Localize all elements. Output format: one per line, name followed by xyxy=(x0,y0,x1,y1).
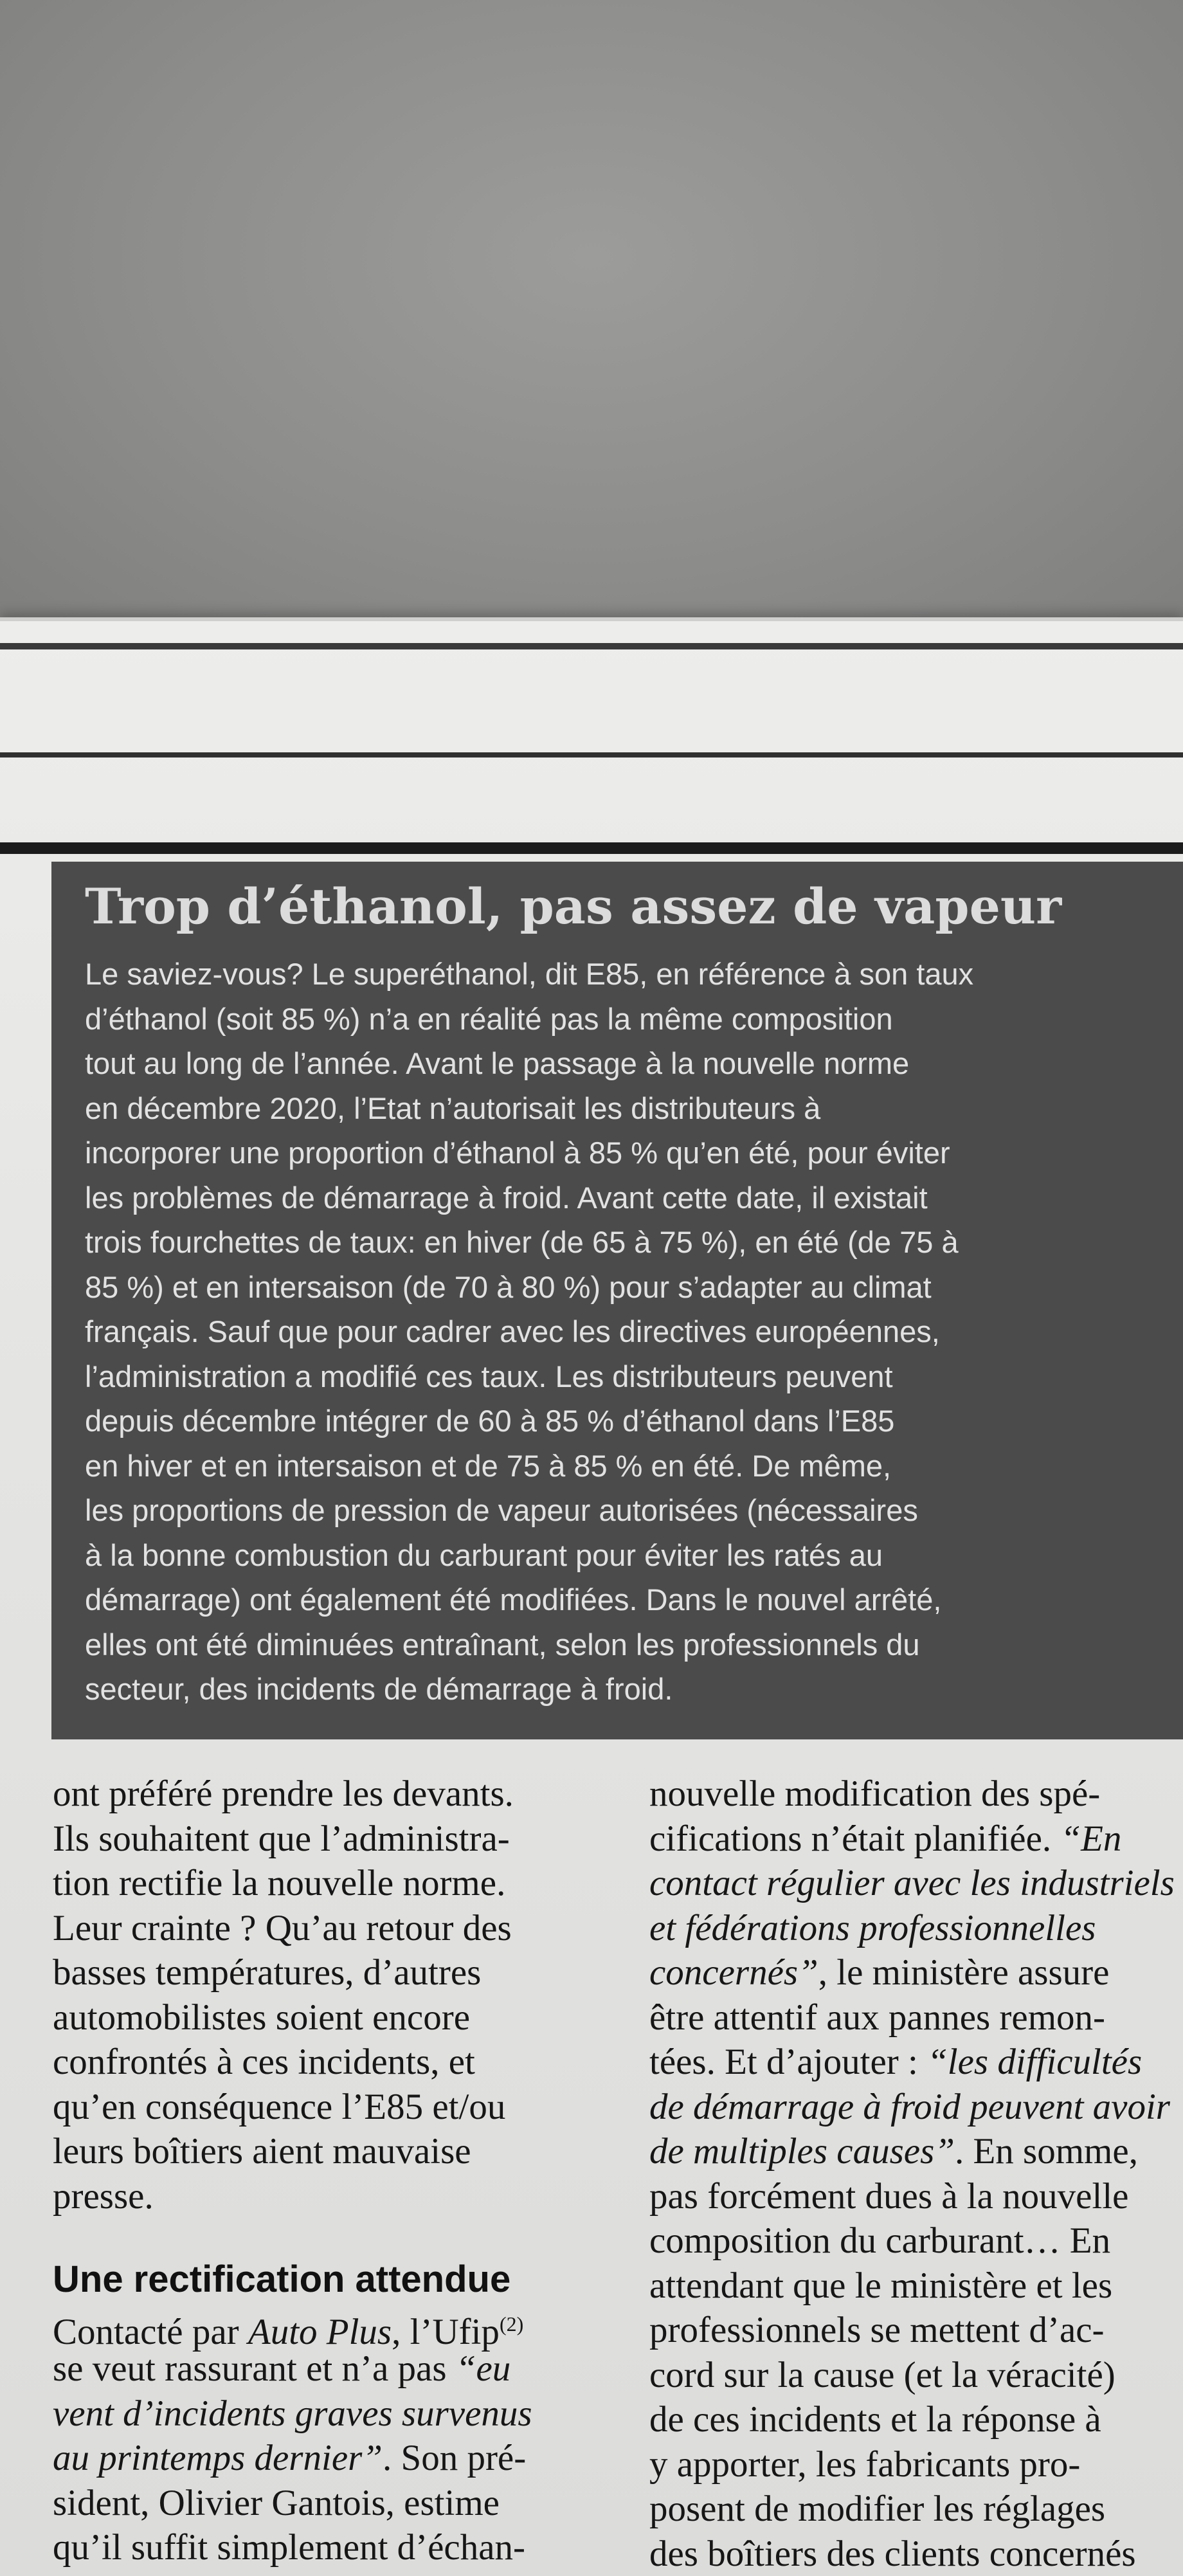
article-line: être attentif aux pannes remon- xyxy=(649,1995,1183,2040)
article-line: posent de modifier les réglages xyxy=(649,2487,1183,2532)
body-line: en décembre 2020, l’Etat n’autorisait les distributeurs à xyxy=(85,1086,1178,1131)
magazine-name: Auto Plus xyxy=(248,2312,392,2352)
body-line: tout au long de l’année. Avant le passage à la nouvelle norme xyxy=(85,1041,1178,1086)
body-line: les proportions de pression de vapeur autorisées (nécessaires xyxy=(85,1488,1178,1533)
text-run: , l’Ufip xyxy=(392,2312,500,2352)
article-line: de démarrage à froid peuvent avoir xyxy=(649,2085,1183,2130)
article-line: cord sur la cause (et la véracité) xyxy=(649,2353,1183,2398)
article-line xyxy=(53,2346,619,2391)
article-line: contact régulier avec les industriels xyxy=(649,1861,1183,1906)
article-line: de ces incidents et la réponse à xyxy=(649,2397,1183,2442)
article-line xyxy=(649,1817,1183,1862)
article-column-right xyxy=(649,1772,1183,2576)
body-line: elles ont été diminuées entraînant, selon les professionnels du xyxy=(85,1622,1178,1667)
article-line: y apporter, les fabricants pro- xyxy=(649,2442,1183,2487)
text-run: cifications n’était planifiée. xyxy=(649,1819,1060,1859)
body-line: français. Sauf que pour cadrer avec les directives européennes, xyxy=(85,1309,1178,1354)
article-line: ont préféré prendre les devants. xyxy=(53,1772,619,1817)
text-run: tées. Et d’ajouter : xyxy=(649,2042,927,2082)
page-rule xyxy=(0,752,1183,757)
body-line: secteur, des incidents de démarrage à froid. xyxy=(85,1667,1178,1712)
sidebar-title: Trop d’éthanol, pas assez de vapeur xyxy=(85,875,1178,939)
article-line: composition du carburant… En xyxy=(649,2218,1183,2263)
sidebar-body xyxy=(85,952,1178,1712)
article-line: nouvelle modification des spé- xyxy=(649,1772,1183,1817)
article-line: sident, Olivier Gantois, estime xyxy=(53,2481,619,2526)
body-line: à la bonne combustion du carburant pour éviter les ratés au xyxy=(85,1533,1178,1578)
article-line xyxy=(53,2436,619,2481)
body-line: Le saviez-vous? Le superéthanol, dit E85, en référence à son taux xyxy=(85,952,1178,997)
article-line: basses températures, d’autres xyxy=(53,1950,619,1995)
quote-run: concernés” xyxy=(649,1952,818,1993)
text-run: Contacté par xyxy=(53,2312,248,2352)
article-line xyxy=(649,2040,1183,2085)
article-line: tion rectifie la nouvelle norme. xyxy=(53,1861,619,1906)
quote-run: de multiples causes” xyxy=(649,2131,955,2172)
body-line: les problèmes de démarrage à froid. Avant cette date, il existait xyxy=(85,1175,1178,1220)
article-line xyxy=(649,2129,1183,2174)
article-line: pas forcément dues à la nouvelle xyxy=(649,2174,1183,2219)
article-line: et fédérations professionnelles xyxy=(649,1906,1183,1951)
background-surface xyxy=(0,0,1183,643)
paragraph-gap xyxy=(53,2218,619,2257)
body-line: depuis décembre intégrer de 60 à 85 % d’éthanol dans l’E85 xyxy=(85,1399,1178,1444)
text-run: , le ministère assure xyxy=(818,1952,1110,1993)
body-line: trois fourchettes de taux: en hiver (de 65 à 75 %), en été (de 75 à xyxy=(85,1220,1178,1265)
text-run: se veut rassurant et n’a pas xyxy=(53,2348,456,2389)
body-line: d’éthanol (soit 85 %) n’a en réalité pas la même composition xyxy=(85,997,1178,1042)
text-run: . Son pré- xyxy=(383,2438,526,2478)
article-line: qu’il suffit simplement d’échan- xyxy=(53,2525,619,2570)
article-line xyxy=(649,1950,1183,1995)
article-line: presse. xyxy=(53,2174,619,2219)
text-run: . En somme, xyxy=(955,2131,1138,2172)
body-line: en hiver et en intersaison et de 75 à 85 % en été. De même, xyxy=(85,1444,1178,1489)
article-column-left xyxy=(53,1772,619,2570)
article-line: des boîtiers des clients concernés xyxy=(649,2532,1183,2576)
article-line: professionnels se mettent d’ac- xyxy=(649,2308,1183,2353)
article-line: attendant que le ministère et les xyxy=(649,2263,1183,2308)
article-line: Ils souhaitent que l’administra- xyxy=(53,1817,619,1862)
article-line: vent d’incidents graves survenus xyxy=(53,2391,619,2436)
body-line: l’administration a modifié ces taux. Les distributeurs peuvent xyxy=(85,1354,1178,1399)
body-line: 85 %) et en intersaison (de 70 à 80 %) pour s’adapter au climat xyxy=(85,1265,1178,1310)
quote-run: au printemps dernier” xyxy=(53,2438,383,2478)
section-subheading: Une rectification attendue xyxy=(53,2257,619,2302)
article-line: automobilistes soient encore xyxy=(53,1995,619,2040)
page-rule xyxy=(0,842,1183,854)
body-line: incorporer une proportion d’éthanol à 85 % qu’en été, pour éviter xyxy=(85,1130,1178,1175)
quote-run: “En xyxy=(1060,1819,1121,1859)
article-line: Leur crainte ? Qu’au retour des xyxy=(53,1906,619,1951)
article-line: leurs boîtiers aient mauvaise xyxy=(53,2129,619,2174)
page-rule xyxy=(0,643,1183,649)
quote-run: “les difficultés xyxy=(927,2042,1142,2082)
quote-run: “eu xyxy=(456,2348,511,2389)
footnote-ref: (2) xyxy=(500,2312,523,2336)
article-line xyxy=(53,2302,619,2347)
article-line: confrontés à ces incidents, et xyxy=(53,2040,619,2085)
body-line: démarrage) ont également été modifiées. Dans le nouvel arrêté, xyxy=(85,1577,1178,1622)
article-line: qu’en conséquence l’E85 et/ou xyxy=(53,2085,619,2130)
